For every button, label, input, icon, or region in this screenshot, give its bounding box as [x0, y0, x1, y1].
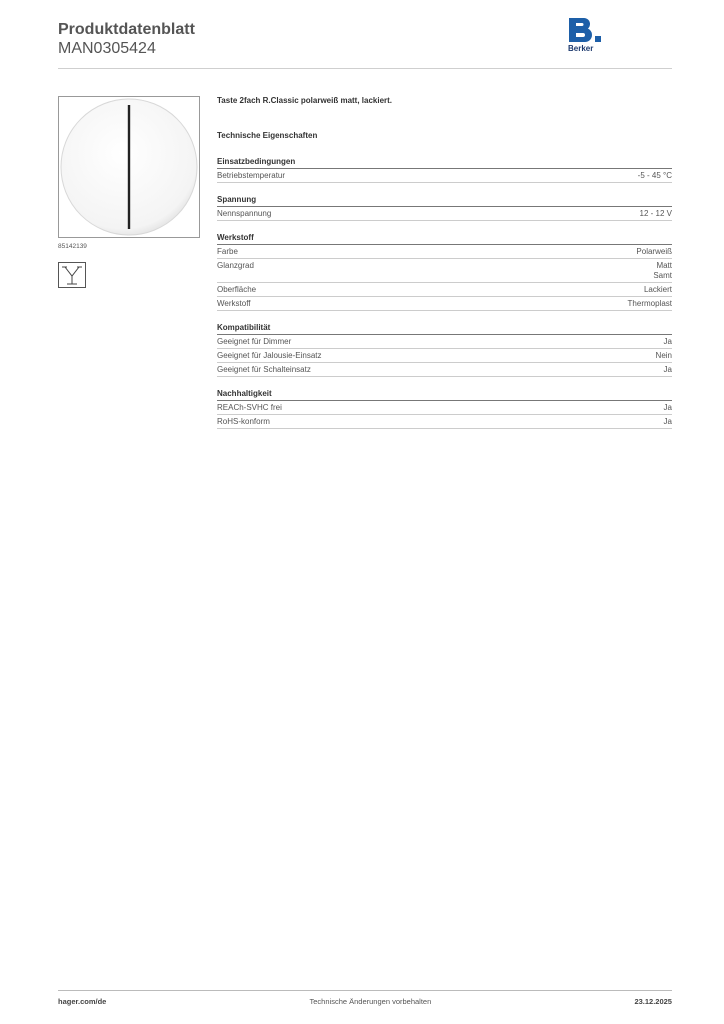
spec-label: Oberfläche	[217, 285, 257, 294]
spec-row	[217, 207, 672, 221]
spec-label: Glanzgrad	[217, 261, 254, 270]
spec-value: Ja	[663, 365, 672, 374]
article-number: 85142139	[58, 243, 87, 250]
spec-value: Polarweiß	[636, 247, 672, 256]
spec-label: Werkstoff	[217, 299, 251, 308]
footer-website[interactable]: hager.com/de	[58, 997, 107, 1006]
spec-label: Farbe	[217, 247, 238, 256]
section-title: Nachhaltigkeit	[217, 389, 672, 401]
section-title: Einsatzbedingungen	[217, 157, 672, 169]
spec-row	[217, 363, 672, 377]
spec-label: Geeignet für Jalousie-Einsatz	[217, 351, 322, 360]
document-number: MAN0305424	[58, 40, 156, 57]
spec-value: Ja	[663, 417, 672, 426]
spec-section	[217, 157, 672, 183]
spec-value: -5 - 45 °C	[637, 171, 672, 180]
product-description: Taste 2fach R.Classic polarweiß matt, lackiert.	[217, 96, 393, 105]
spec-section	[217, 195, 672, 221]
product-specifications	[217, 96, 672, 441]
spec-section	[217, 323, 672, 377]
footer-date: 23.12.2025	[634, 997, 672, 1006]
spec-row	[217, 335, 672, 349]
footer-divider	[58, 990, 672, 991]
berker-logo-icon	[564, 16, 604, 58]
spec-label: Betriebstemperatur	[217, 171, 286, 180]
spec-value: Ja	[663, 403, 672, 412]
spec-row	[217, 401, 672, 415]
spec-section	[217, 389, 672, 429]
spec-value: Matt Samt	[653, 261, 672, 280]
spec-sections	[217, 157, 672, 429]
product-image	[58, 96, 200, 238]
logo-text: Berker	[568, 44, 594, 53]
footer	[58, 997, 672, 1006]
spec-label: Nennspannung	[217, 209, 272, 218]
spec-section	[217, 233, 672, 311]
document-header	[58, 20, 195, 58]
spec-label: Geeignet für Dimmer	[217, 337, 292, 346]
spec-row	[217, 349, 672, 363]
spec-value: Nein	[655, 351, 672, 360]
spec-row	[217, 169, 672, 183]
spec-row	[217, 415, 672, 429]
two-way-switch-symbol-icon	[58, 262, 86, 288]
document-title: Produktdatenblatt	[58, 21, 195, 38]
footer-note: Technische Änderungen vorbehalten	[309, 997, 432, 1006]
spec-value: Ja	[663, 337, 672, 346]
section-title: Werkstoff	[217, 233, 672, 245]
spec-row	[217, 297, 672, 311]
spec-row	[217, 245, 672, 259]
spec-row	[217, 259, 672, 283]
section-title: Kompatibilität	[217, 323, 672, 335]
spec-label: Geeignet für Schalteinsatz	[217, 365, 311, 374]
spec-label: RoHS-konform	[217, 417, 270, 426]
spec-value: 12 - 12 V	[639, 209, 672, 218]
spec-value: Thermoplast	[627, 299, 672, 308]
technical-properties-title: Technische Eigenschaften	[217, 131, 318, 140]
header-divider	[58, 68, 672, 69]
section-title: Spannung	[217, 195, 672, 207]
spec-row	[217, 283, 672, 297]
spec-label: REACh-SVHC frei	[217, 403, 282, 412]
spec-value: Lackiert	[643, 285, 672, 294]
